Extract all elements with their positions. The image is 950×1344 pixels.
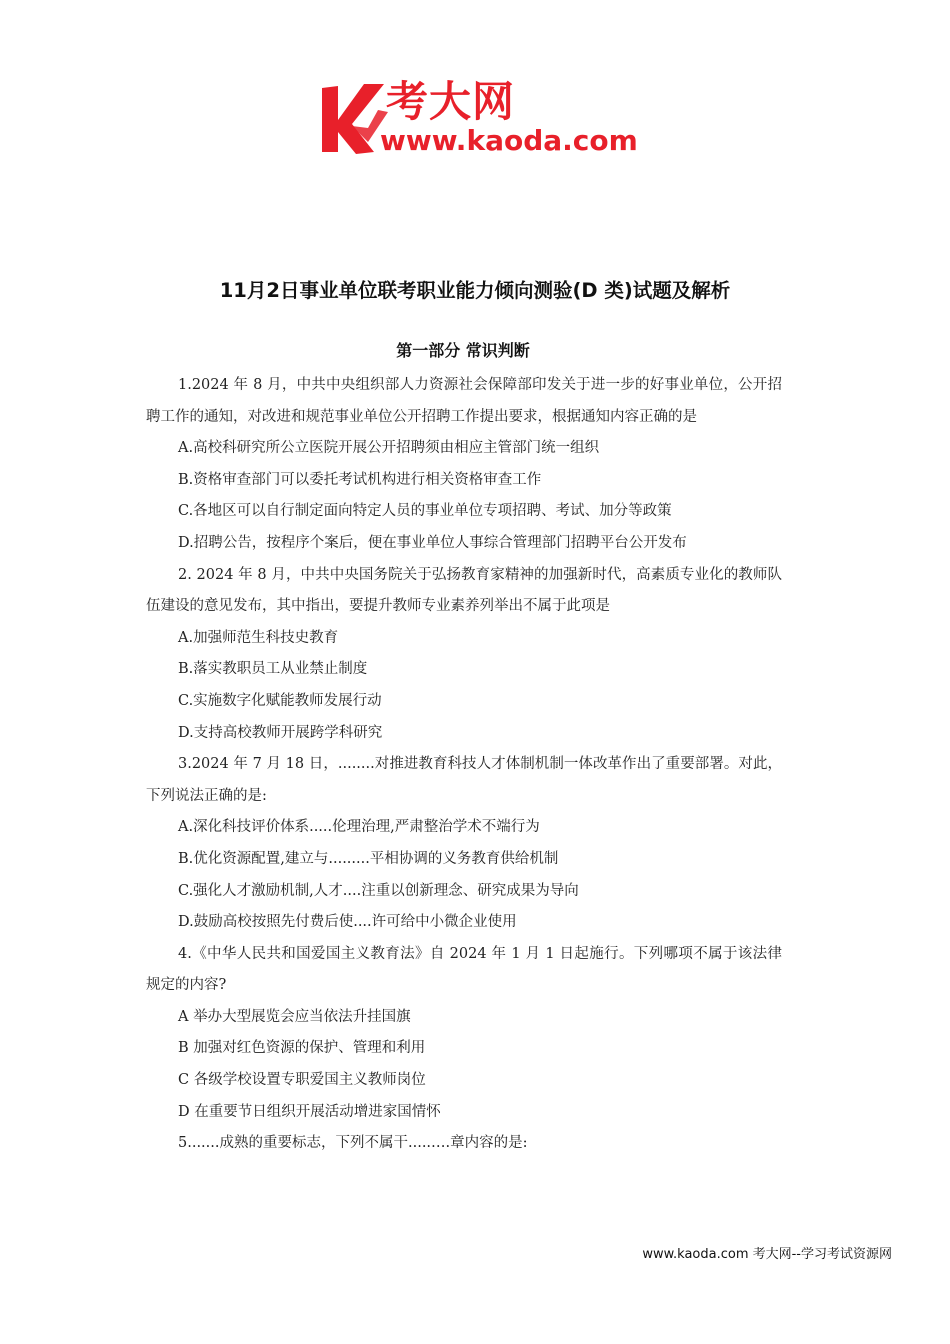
kaoda-logo: [318, 78, 648, 162]
section-title: 第一部分 常识判断: [396, 341, 530, 360]
paragraph: C.实施数字化赋能教师发展行动: [178, 692, 382, 709]
paragraph: 2. 2024 年 8 月，中共中央国务院关于弘扬教育家精神的加强新时代，高素质专业化的教师队伍建设的意见发布，其中指出，要提升教师专业素养列举出不属于此项是: [146, 566, 782, 615]
logo-chinese-text: 考大网: [386, 77, 516, 126]
paragraph: D.招聘公告，按程序个案后，便在事业单位人事综合管理部门招聘平台公开发布: [178, 534, 687, 551]
document-title: 11月2日事业单位联考职业能力倾向测验(D 类)试题及解析: [219, 279, 731, 302]
paragraph: A 举办大型展览会应当依法升挂国旗: [178, 1008, 411, 1025]
paragraph: B.优化资源配置,建立与.........平相协调的义务教育供给机制: [178, 850, 559, 867]
paragraph: A.高校科研究所公立医院开展公开招聘须由相应主管部门统一组织: [178, 440, 600, 457]
paragraph: D.支持高校教师开展跨学科研究: [178, 724, 383, 741]
paragraph: 5.......成熟的重要标志，下列不属干.....….章内容的是:: [178, 1135, 528, 1152]
paragraph: B.落实教职员工从业禁止制度: [178, 661, 368, 678]
paragraph: A.深化科技评价体系.....伦理治理,严肃整治学术不端行为: [178, 819, 540, 836]
paragraph: C.强化人才激励机制,人才....注重以创新理念、研究成果为导向: [178, 882, 579, 899]
paragraph: D 在重要节日组织开展活动增进家国情怀: [178, 1103, 441, 1120]
paragraph: 4.《中华人民共和国爱国主义教育法》自 2024 年 1 月 1 日起施行。下列哪项不属于该法律规定的内容?: [146, 945, 782, 994]
footer-text: www.kaoda.com 考大网--学习考试资源网: [642, 1247, 892, 1262]
question-content: [146, 370, 782, 1160]
paragraph: 3.2024 年 7 月 18 日，........对推进教育科技人才体制机制一体改革作出了重要部署。对此，下列说法正确的是:: [146, 756, 782, 804]
paragraph: B 加强对红色资源的保护、管理和利用: [178, 1040, 426, 1057]
paragraph: C.各地区可以自行制定面向特定人员的事业单位专项招聘、考试、加分等政策: [178, 503, 672, 520]
paragraph: B.资格审查部门可以委托考试机构进行相关资格审查工作: [178, 471, 542, 488]
logo-url-text: www.kaoda.com: [380, 124, 638, 157]
paragraph: C 各级学校设置专职爱国主义教师岗位: [178, 1072, 426, 1089]
paragraph: 1.2024 年 8 月，中共中央组织部人力资源社会保障部印发关于进一步的好事业单位，公开招聘工作的通知，对改进和规范事业单位公开招聘工作提出要求，根据通知内容正确的是: [146, 377, 782, 425]
paragraph: D.鼓励高校按照先付费后使....许可给中小微企业使用: [178, 914, 517, 931]
paragraph: A.加强师范生科技史教育: [178, 629, 339, 646]
